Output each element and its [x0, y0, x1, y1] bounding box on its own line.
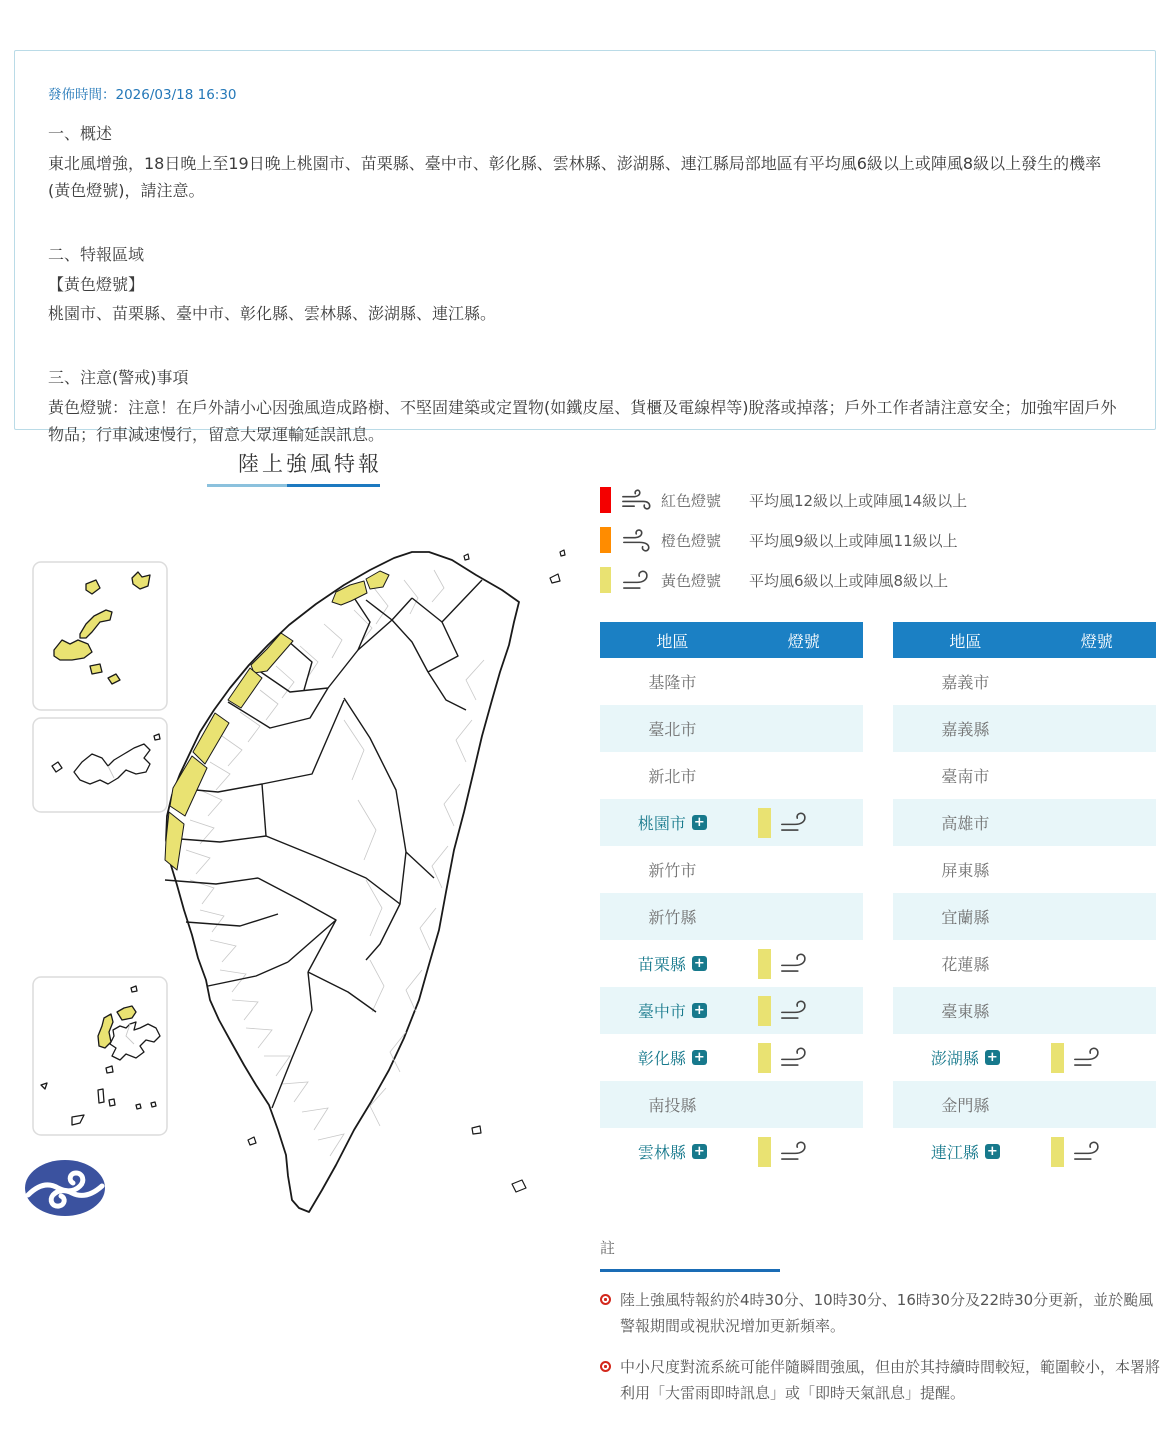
notes-title: 註: [600, 1239, 616, 1257]
wind-light-icon: [1072, 1140, 1104, 1163]
region-signal-table-right: [893, 622, 1156, 1175]
islet-keelung: [464, 554, 469, 560]
region-name: 花蓮縣: [941, 955, 990, 974]
islet-orchid-island: [512, 1180, 526, 1192]
region-name: 雲林縣: [637, 1143, 686, 1162]
penghu-islet: [106, 1066, 113, 1073]
section2-body: 桃園市、苗栗縣、臺中市、彰化縣、雲林縣、澎湖縣、連江縣。: [48, 304, 497, 323]
islet-northeast: [560, 550, 565, 556]
region-name: 臺東縣: [941, 1002, 990, 1021]
wind-light-icon: [1072, 1046, 1104, 1069]
table-row-taichung[interactable]: [600, 987, 863, 1034]
wind-medium-icon: [621, 529, 653, 552]
signal-column-header: 燈號: [787, 631, 820, 651]
expand-plus-icon[interactable]: +: [985, 1144, 1000, 1159]
yellow-signal-swatch: [758, 808, 771, 838]
note-item: [600, 1354, 1162, 1406]
warning-area-matsu-island: [90, 664, 102, 674]
expand-plus-icon[interactable]: +: [692, 815, 707, 830]
penghu-islet: [109, 1099, 115, 1106]
inset-penghu: [33, 977, 167, 1135]
bullet-icon: [600, 1294, 611, 1305]
table-row: [893, 846, 1156, 893]
table-row: [893, 893, 1156, 940]
table-row: [600, 893, 863, 940]
legend-desc: 平均風12級以上或陣風14級以上: [749, 491, 968, 510]
table-row: [600, 846, 863, 893]
section2-title: 二、特報區域: [48, 245, 145, 264]
region-name: 宜蘭縣: [941, 908, 990, 927]
table-row: [600, 705, 863, 752]
penghu-islet: [98, 1089, 104, 1103]
region-name: 臺北市: [648, 720, 697, 739]
map-title-underline: [207, 484, 380, 487]
signal-legend: [600, 480, 1020, 600]
table-row-changhua[interactable]: [600, 1034, 863, 1081]
yellow-signal-swatch: [1051, 1137, 1064, 1167]
islet-green-island: [472, 1126, 481, 1134]
region-name: 嘉義市: [941, 673, 990, 692]
advisory-summary-box: [14, 50, 1156, 444]
table-row-miaoli[interactable]: [600, 940, 863, 987]
note-text: 陸上強風特報約於4時30分、10時30分、16時30分及22時30分更新，並於颱風警報期間或視狀況增加更新頻率。: [620, 1291, 1154, 1335]
legend-row-yellow: [600, 560, 1020, 600]
yellow-signal-swatch: [758, 996, 771, 1026]
section1-body: 東北風增強，18日晚上至19日晚上桃園市、苗栗縣、臺中市、彰化縣、雲林縣、澎湖縣、連江縣局部地區有平均風6級以上或陣風8級以上發生的機率(黃色燈號)，請注意。: [48, 154, 1102, 200]
section2-signal-tag: 【黃色燈號】: [48, 275, 145, 294]
wind-light-icon: [779, 811, 811, 834]
region-name: 桃園市: [637, 814, 686, 833]
region-column-header: 地區: [949, 631, 982, 651]
region-name: 臺中市: [637, 1002, 686, 1021]
region-name: 屏東縣: [941, 861, 990, 880]
table-row: [893, 799, 1156, 846]
table-row: [893, 752, 1156, 799]
legend-label: 紅色燈號: [661, 491, 722, 510]
map-title: 陸上強風特報: [238, 452, 382, 476]
table-row-lienchiang[interactable]: [893, 1128, 1156, 1175]
yellow-signal-swatch: [758, 1043, 771, 1073]
region-name: 高雄市: [941, 814, 990, 833]
expand-plus-icon[interactable]: +: [692, 1144, 707, 1159]
red-signal-swatch: [600, 487, 611, 513]
region-column-header: 地區: [656, 631, 689, 651]
wind-strong-icon: [621, 489, 653, 512]
taiwan-main-island: [165, 550, 565, 1212]
table-row-yunlin[interactable]: [600, 1128, 863, 1175]
legend-label: 黃色燈號: [661, 571, 722, 590]
table-row: [893, 705, 1156, 752]
signal-column-header: 燈號: [1080, 631, 1113, 651]
penghu-islet: [151, 1102, 156, 1107]
notes-section: [600, 1237, 1162, 1421]
region-name: 新北市: [648, 767, 697, 786]
legend-desc: 平均風9級以上或陣風11級以上: [749, 531, 958, 550]
table-row: [600, 1081, 863, 1128]
section1-title: 一、概述: [48, 124, 113, 143]
region-name: 彰化縣: [637, 1049, 686, 1068]
table-header: [600, 622, 863, 658]
table-row: [893, 658, 1156, 705]
yellow-signal-swatch: [1051, 1043, 1064, 1073]
legend-row-red: [600, 480, 1020, 520]
wind-light-icon: [779, 952, 811, 975]
legend-desc: 平均風6級以上或陣風8級以上: [749, 571, 949, 590]
orange-signal-swatch: [600, 527, 611, 553]
islet-liuqiu: [248, 1137, 256, 1145]
expand-plus-icon[interactable]: +: [692, 1003, 707, 1018]
yellow-signal-swatch: [758, 949, 771, 979]
bullet-icon: [600, 1361, 611, 1372]
region-name: 新竹縣: [648, 908, 697, 927]
notes-underline: [600, 1269, 780, 1272]
islet-guishan: [550, 574, 560, 583]
table-row: [600, 752, 863, 799]
inset-lienchiang: [33, 562, 167, 710]
region-name: 新竹市: [648, 861, 697, 880]
region-name: 苗栗縣: [637, 955, 686, 974]
region-name: 嘉義縣: [941, 720, 990, 739]
region-name: 基隆市: [648, 673, 697, 692]
taiwan-outline: [166, 552, 519, 1212]
wind-light-icon: [779, 1046, 811, 1069]
region-name: 臺南市: [941, 767, 990, 786]
inset-kinmen: [33, 718, 167, 812]
table-row: [893, 940, 1156, 987]
note-text: 中小尺度對流系統可能伴隨瞬間強風，但由於其持續時間較短，範圍較小，本署將利用「大雷雨即時訊息」或「即時天氣訊息」提醒。: [620, 1358, 1161, 1402]
table-row-taoyuan[interactable]: [600, 799, 863, 846]
section3-body: 黃色燈號：注意！在戶外請小心因強風造成路樹、不堅固建築或定置物(如鐵皮屋、貨櫃及電線桿等)脫落或掉落；戶外工作者請注意安全；加強牢固戶外物品；行車減速慢行，留意大眾運輸延誤訊息。: [48, 398, 1117, 444]
region-name: 連江縣: [930, 1143, 979, 1162]
table-row: [893, 987, 1156, 1034]
region-name: 金門縣: [941, 1096, 990, 1115]
warning-area-matsu-island: [54, 640, 92, 660]
legend-row-orange: [600, 520, 1020, 560]
note-item: [600, 1287, 1162, 1339]
region-signal-table-left: [600, 622, 863, 1175]
section3-title: 三、注意(警戒)事項: [48, 368, 189, 387]
table-row: [600, 658, 863, 705]
legend-label: 橙色燈號: [661, 531, 722, 550]
region-name: 南投縣: [648, 1096, 697, 1115]
wind-light-icon: [779, 999, 811, 1022]
yellow-signal-swatch: [758, 1137, 771, 1167]
cwa-logo: [25, 1160, 105, 1216]
expand-plus-icon[interactable]: +: [692, 956, 707, 971]
table-header: [893, 622, 1156, 658]
expand-plus-icon[interactable]: +: [985, 1050, 1000, 1065]
wind-advisory-map: [14, 540, 574, 1220]
region-name: 澎湖縣: [930, 1049, 979, 1068]
issue-time: 發佈時間：2026/03/18 16:30: [48, 87, 237, 103]
yellow-signal-swatch: [600, 567, 611, 593]
table-row-penghu[interactable]: [893, 1034, 1156, 1081]
penghu-islet: [136, 1104, 141, 1109]
wind-light-icon: [779, 1140, 811, 1163]
wind-light-icon: [621, 569, 653, 592]
expand-plus-icon[interactable]: +: [692, 1050, 707, 1065]
table-row: [893, 1081, 1156, 1128]
